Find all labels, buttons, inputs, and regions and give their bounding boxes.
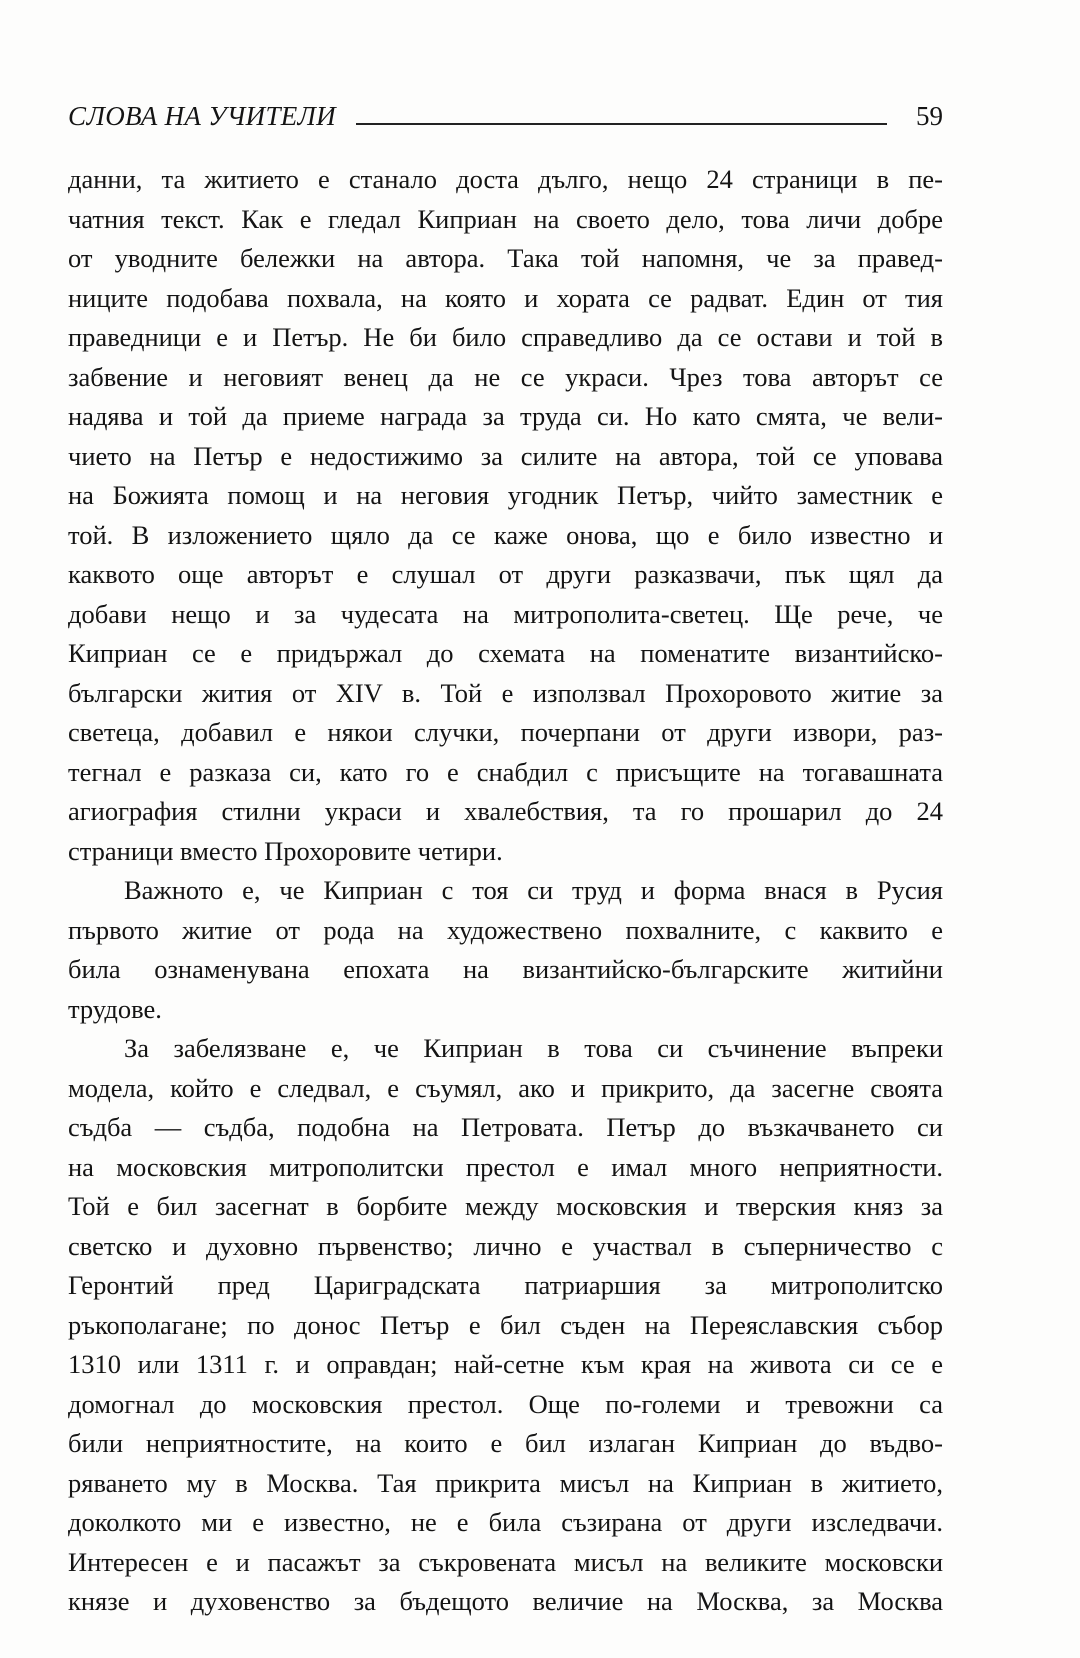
text-line: каквото още авторът е слушал от други разказвачи, пък щял да — [68, 559, 943, 589]
text-line: За забелязване е, че Киприан в това си съчинение въпреки — [124, 1033, 943, 1063]
text-line: страници вместо Прохоровите четири. — [68, 835, 503, 866]
body-text — [68, 160, 943, 1622]
text-line: чатния текст. Как е гледал Киприан на своето дело, това личи добре — [68, 203, 943, 234]
text-line: добави нещо и за чудесата на митрополита-светец. Ще рече, че — [68, 598, 943, 629]
text-line: домогнал до московския престол. Още по-големи и тревожни са — [68, 1388, 943, 1419]
text-line: Той е бил засегнат в борбите между московския и тверския княз за — [68, 1191, 943, 1221]
text-line: Киприан се е придържал до схемата на поменатите византийско- — [68, 638, 943, 668]
text-line: светеца, добавил е някои случки, почерпани от други извори, раз- — [68, 717, 943, 747]
text-line: Важното е, че Киприан с тоя си труд и форма внася в Русия — [124, 875, 943, 905]
text-line: князе и духовенство за бъдещото величие на Москва, за Москва — [68, 1586, 943, 1616]
text-line: от уводните бележки на автора. Така той напомня, че за правед- — [68, 243, 943, 273]
text-line: съдба — съдба, подобна на Петровата. Петър до възкачването си — [68, 1112, 943, 1142]
text-line: Геронтий пред Цариградската патриаршия за митрополитско — [68, 1270, 943, 1300]
text-line: 1310 или 1311 г. и оправдан; най-сетне към края на живота си се е — [68, 1349, 943, 1379]
text-line: агиография стилни украси и хвалебствия, та го прошарил до 24 — [68, 796, 943, 826]
text-line: трудове. — [68, 993, 162, 1024]
text-line: ниците подобава похвала, на която и хората се радват. Един от тия — [68, 282, 943, 313]
running-header — [68, 96, 943, 136]
text-line: доколкото ми е известно, не е била съзирана от други изследвачи. — [68, 1507, 943, 1537]
text-line: били неприятностите, на които е бил излаган Киприан до въдво- — [68, 1428, 943, 1458]
text-line: той. В изложението щяло да се каже онова, що е било известно и — [68, 519, 943, 550]
text-line: надява и той да приеме награда за труда си. Но като смята, че вели- — [68, 401, 943, 431]
text-line: праведници е и Петър. Не би било справедливо да се остави и той в — [68, 322, 943, 352]
text-line: модела, който е следвал, е съумял, ако и прикрито, да засегне своята — [68, 1072, 943, 1103]
text-line: тегнал е разказа си, като го е снабдил с присъщите на тогавашната — [68, 756, 943, 787]
header-rule — [356, 123, 887, 125]
text-line: забвение и неговият венец да не се украси. Чрез това авторът се — [68, 361, 943, 392]
text-line: ряването му в Москва. Тая прикрита мисъл на Киприан в житието, — [68, 1467, 943, 1498]
text-line: на Божията помощ и на неговия угодник Петър, чийто заместник е — [68, 480, 943, 510]
text-line: Интересен е и пасажът за съкровената мисъл на великите московски — [68, 1546, 943, 1577]
text-line: била ознаменувана епохата на византийско-българските житийни — [68, 954, 943, 984]
page-number: 59 — [916, 101, 943, 131]
text-line: български жития от XIV в. Той е използвал Прохоровото житие за — [68, 677, 943, 708]
text-line: ръкополагане; по донос Петър е бил съден на Переяславския събор — [68, 1309, 943, 1340]
text-line: първото житие от рода на художествено похвалните, с каквито е — [68, 914, 943, 945]
text-line: светско и духовно първенство; лично е участвал в съперничество с — [68, 1230, 943, 1261]
text-line: на московския митрополитски престол е имал много неприятности. — [68, 1151, 943, 1182]
text-line: данни, та житието е станало доста дълго, нещо 24 страници в пе- — [68, 164, 943, 194]
running-title: СЛОВА НА УЧИТЕЛИ — [68, 101, 336, 131]
text-line: чието на Петър е недостижимо за силите на автора, той се уповава — [68, 440, 943, 471]
